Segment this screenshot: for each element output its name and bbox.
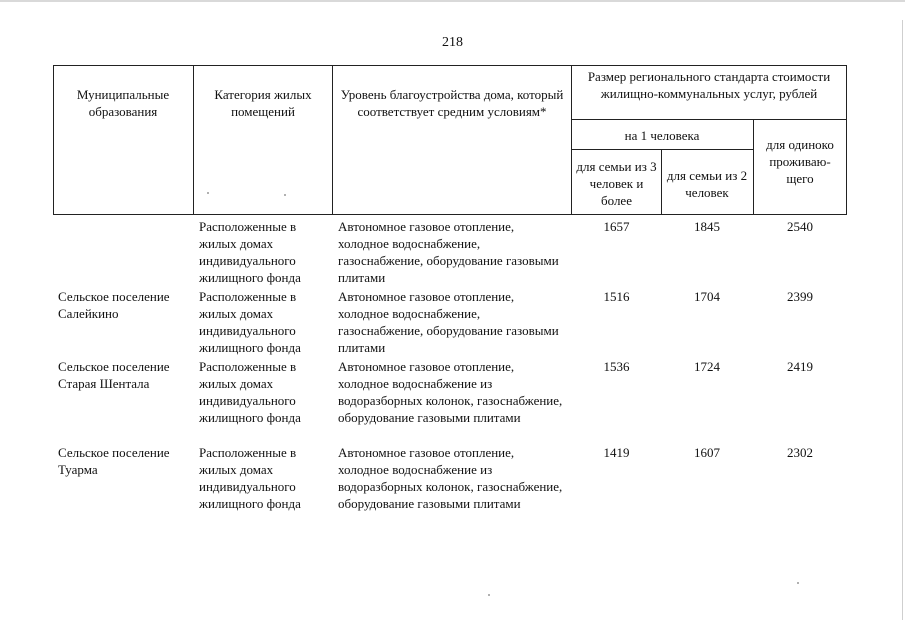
header-level: Уровень благоустройства дома, который соответствует средним условиям* — [340, 87, 564, 119]
row-single: 2302 — [787, 445, 813, 460]
row-single: 2540 — [787, 219, 813, 234]
row-family2: 1607 — [694, 445, 720, 460]
border-col2 — [332, 65, 333, 215]
row-category: Расположенные в жилых домах индивидуального жилищного фонда — [199, 445, 301, 511]
row-level: Автономное газовое отопление, холодное водоснабжение, газоснабжение, оборудование газовыми плитами — [338, 219, 559, 285]
scan-speck — [797, 582, 799, 584]
border-col5 — [753, 119, 754, 215]
scan-speck — [488, 594, 490, 596]
header-category: Категория жилых помещений — [214, 87, 312, 119]
row-municipality: Сельское поселение Туарма — [58, 445, 170, 477]
row-single: 2419 — [787, 359, 813, 374]
row-category: Расположенные в жилых домах индивидуального жилищного фонда — [199, 359, 301, 425]
scan-edge-right — [902, 20, 903, 620]
header-per-person: на 1 человека — [624, 128, 700, 143]
header-family2: для семьи из 2 человек — [666, 168, 748, 200]
row-single: 2399 — [787, 289, 813, 304]
row-level: Автономное газовое отопление, холодное водоснабжение из водоразборных колонок, газоснабжение, оборудование газовыми плитами — [338, 445, 563, 511]
border-right — [846, 65, 847, 215]
header-standard-group: Размер регионального стандарта стоимости жилищно-коммунальных услуг, рублей — [587, 69, 831, 101]
row-level: Автономное газовое отопление, холодное водоснабжение из водоразборных колонок, газоснабжение, оборудование газовыми плитами — [338, 359, 563, 425]
header-top-border — [53, 65, 847, 66]
row-family3: 1536 — [603, 359, 630, 374]
per-person-top-border — [571, 119, 847, 120]
row-family2: 1704 — [694, 289, 720, 304]
page-number: 218 — [442, 35, 463, 50]
row-family2: 1845 — [694, 219, 720, 234]
row-family2: 1724 — [694, 359, 720, 374]
border-col3 — [571, 65, 572, 215]
border-col1 — [193, 65, 194, 215]
row-category: Расположенные в жилых домах индивидуального жилищного фонда — [199, 289, 301, 355]
family-top-border — [571, 149, 753, 150]
scan-speck — [207, 192, 209, 194]
scan-speck — [284, 194, 286, 196]
header-single: для одиноко проживаю-щего — [766, 137, 834, 186]
scan-edge-top — [0, 0, 905, 2]
row-level: Автономное газовое отопление, холодное водоснабжение, газоснабжение, оборудование газовыми плитами — [338, 289, 559, 355]
row-category: Расположенные в жилых домах индивидуального жилищного фонда — [199, 219, 301, 285]
row-family3: 1419 — [603, 445, 630, 460]
header-bottom-border — [53, 214, 847, 215]
row-family3: 1657 — [603, 219, 630, 234]
row-municipality: Сельское поселение Салейкино — [58, 289, 170, 321]
header-family3: для семьи из 3 человек и более — [576, 159, 657, 208]
row-municipality: Сельское поселение Старая Шентала — [58, 359, 170, 391]
header-municipality: Муниципальные образования — [76, 87, 170, 119]
border-left — [53, 65, 54, 215]
row-family3: 1516 — [603, 289, 630, 304]
border-col4 — [661, 149, 662, 215]
